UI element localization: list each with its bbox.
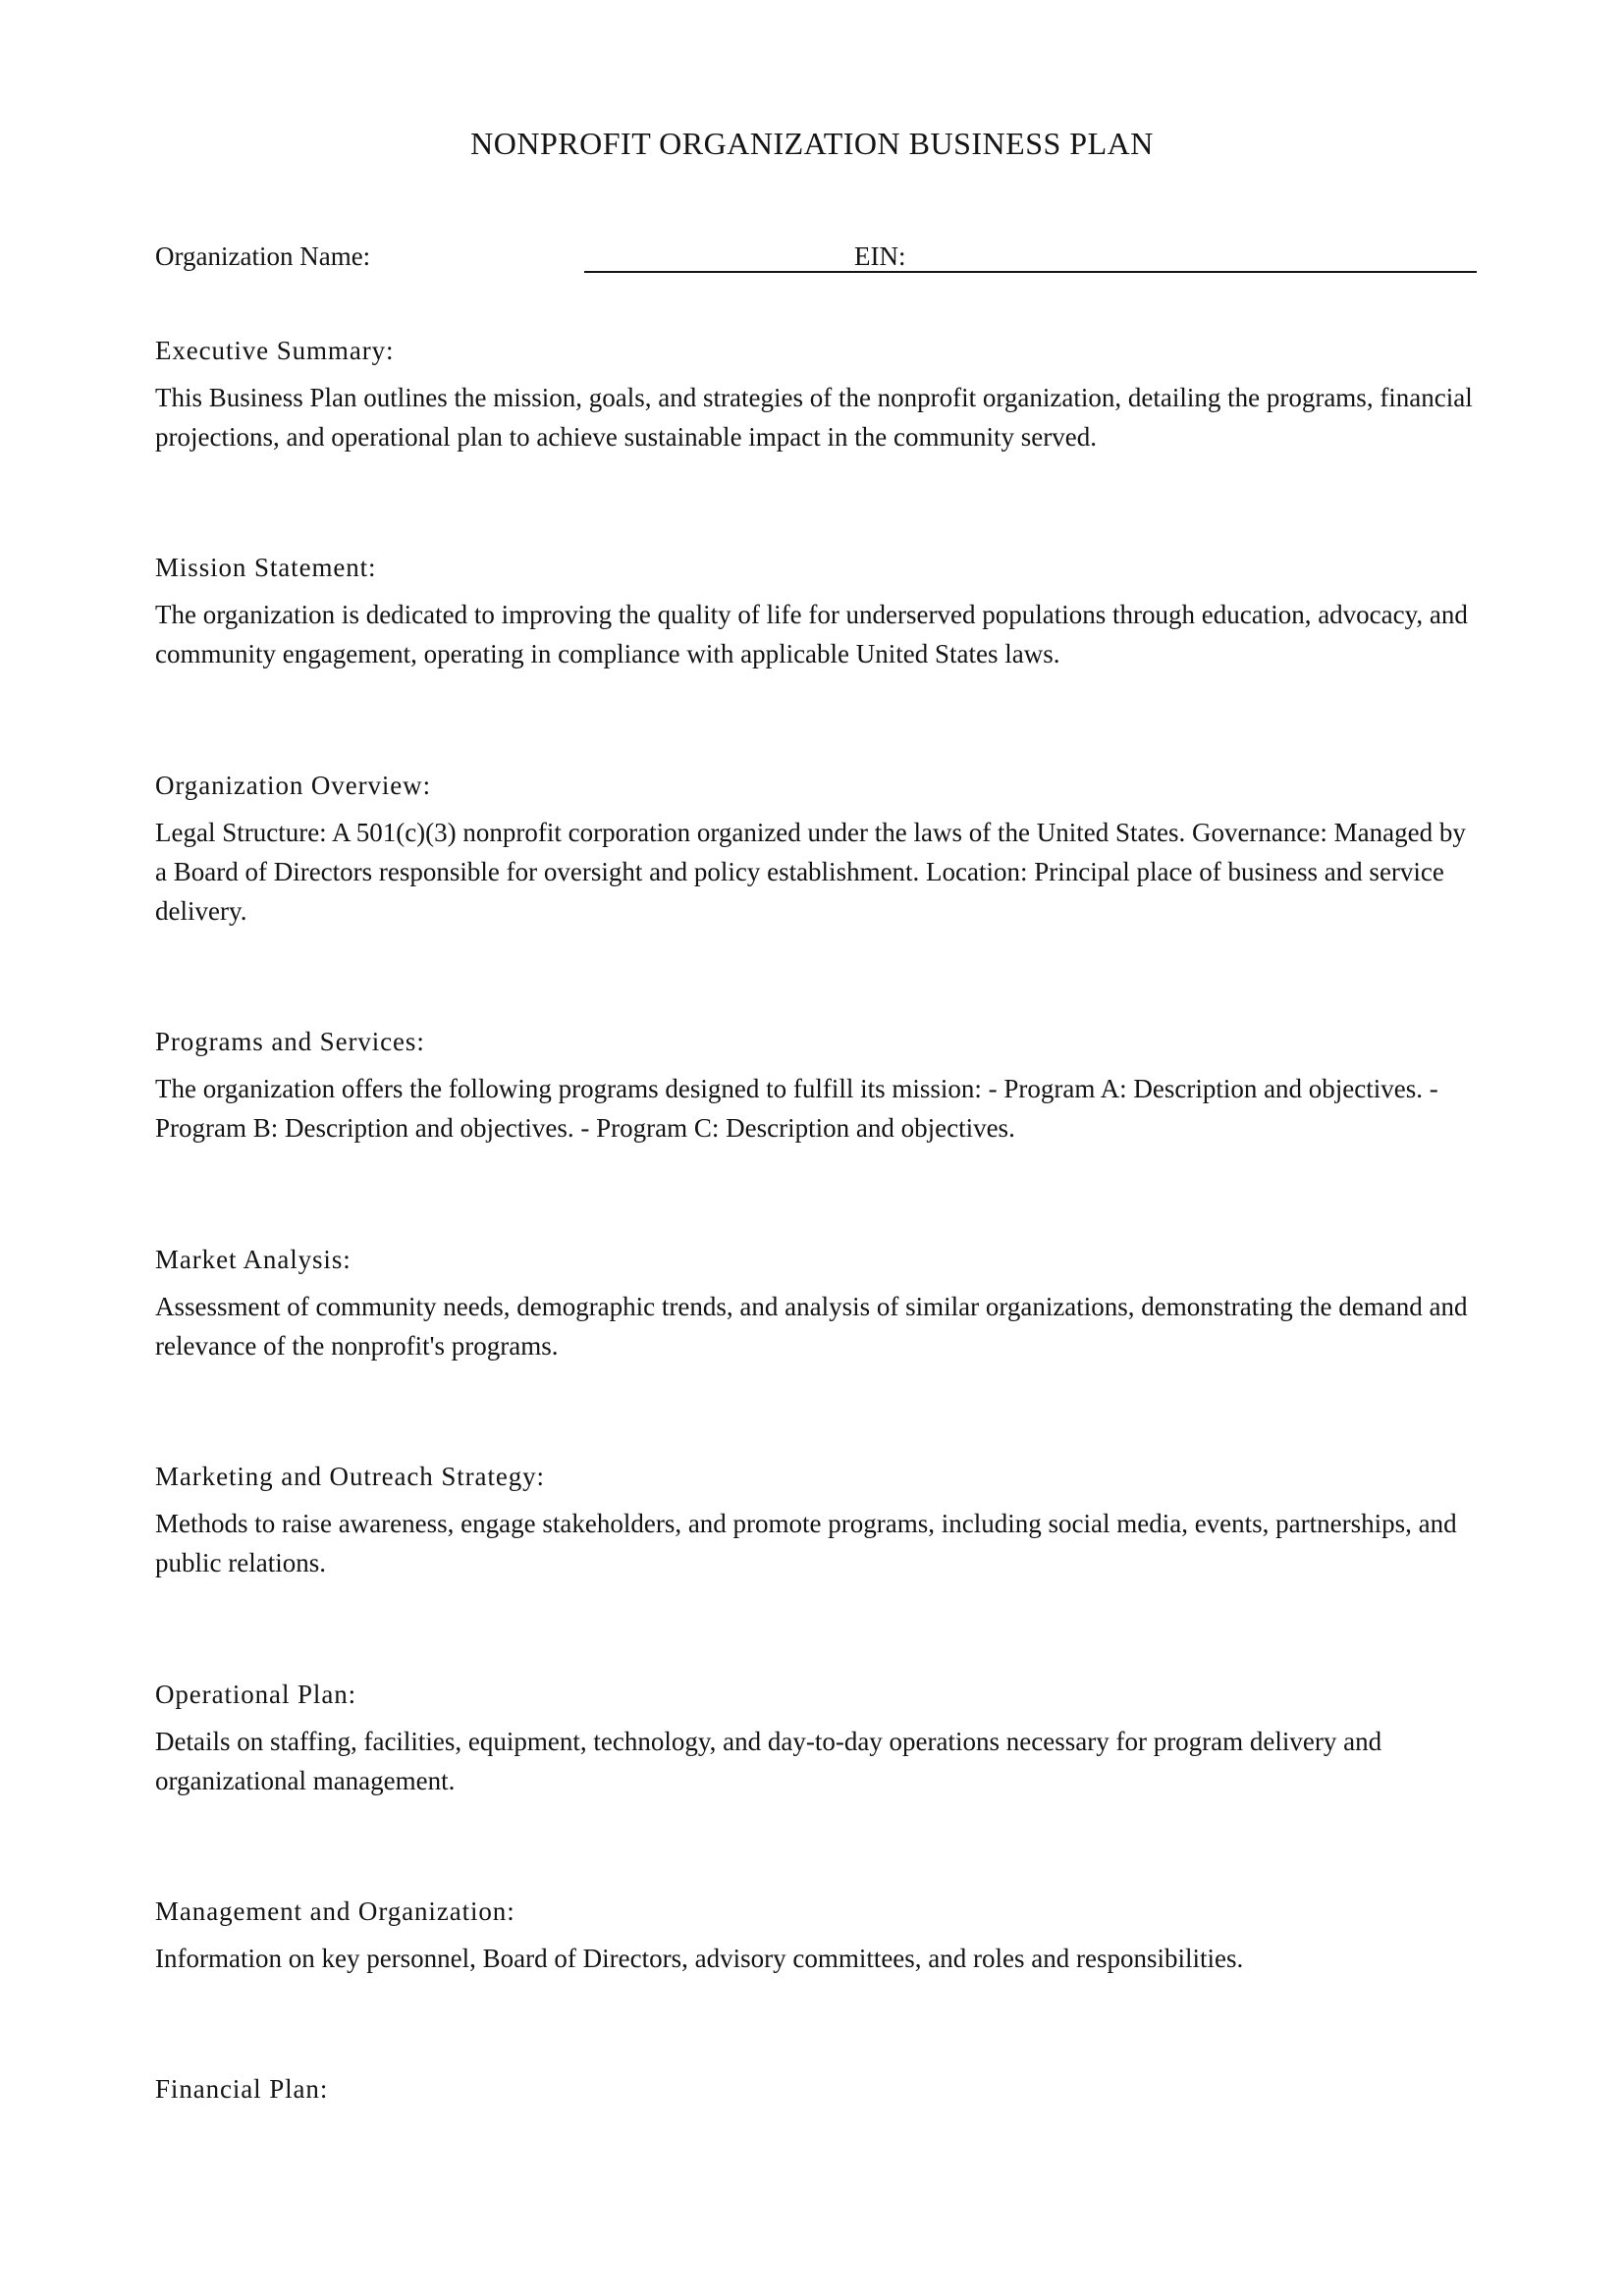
section-body: Legal Structure: A 501(c)(3) nonprofit corporation organized under the laws of the United States. Governance: Managed by a Board of Directors responsible for oversight and policy establishment. Location: Principal place of business and service delivery.	[155, 818, 1466, 926]
section-marketing-and-outreach	[155, 1459, 1477, 1582]
section-programs-and-services	[155, 1024, 1477, 1148]
section-body: Information on key personnel, Board of Directors, advisory committees, and roles and responsibilities.	[155, 1944, 1244, 1973]
section-body: Details on staffing, facilities, equipment, technology, and day-to-day operations necessary for program delivery and organizational management.	[155, 1727, 1382, 1795]
section-mission-statement	[155, 550, 1477, 673]
section-body: Methods to raise awareness, engage stakeholders, and promote programs, including social media, events, partnerships, and public relations.	[155, 1509, 1457, 1577]
section-management-and-organization	[155, 1894, 1477, 1978]
organization-name-label: Organization Name:	[155, 241, 371, 271]
section-body: The organization is dedicated to improving the quality of life for underserved populations through education, advocacy, and community engagement, operating in compliance with applicable United States laws.	[155, 600, 1468, 668]
document-title: NONPROFIT ORGANIZATION BUSINESS PLAN	[470, 126, 1154, 161]
section-body: This Business Plan outlines the mission, goals, and strategies of the nonprofit organization, detailing the programs, financial projections, and operational plan to achieve sustainable impact in the community served.	[155, 383, 1473, 452]
section-organization-overview	[155, 768, 1477, 931]
section-heading: Organization Overview:	[155, 771, 431, 800]
section-financial-plan	[155, 2071, 1477, 2107]
section-body: The organization offers the following programs designed to fulfill its mission: - Program A: Description and objectives. - Program B: Description and objectives. - Program C: Description and objectives.	[155, 1074, 1438, 1143]
section-heading: Marketing and Outreach Strategy:	[155, 1462, 545, 1491]
section-heading: Executive Summary:	[155, 336, 395, 365]
organization-field-row	[155, 239, 1477, 278]
section-operational-plan	[155, 1677, 1477, 1800]
section-market-analysis	[155, 1242, 1477, 1365]
section-executive-summary	[155, 333, 1477, 456]
ein-label: EIN:	[854, 241, 906, 271]
section-heading: Financial Plan:	[155, 2074, 329, 2104]
organization-name-blank-line[interactable]	[584, 271, 1477, 273]
section-heading: Market Analysis:	[155, 1245, 352, 1274]
section-heading: Programs and Services:	[155, 1027, 425, 1056]
section-heading: Management and Organization:	[155, 1896, 515, 1926]
section-heading: Mission Statement:	[155, 553, 377, 582]
section-heading: Operational Plan:	[155, 1680, 356, 1709]
section-body: Assessment of community needs, demographic trends, and analysis of similar organizations, demonstrating the demand and relevance of the nonprofit's programs.	[155, 1292, 1468, 1361]
